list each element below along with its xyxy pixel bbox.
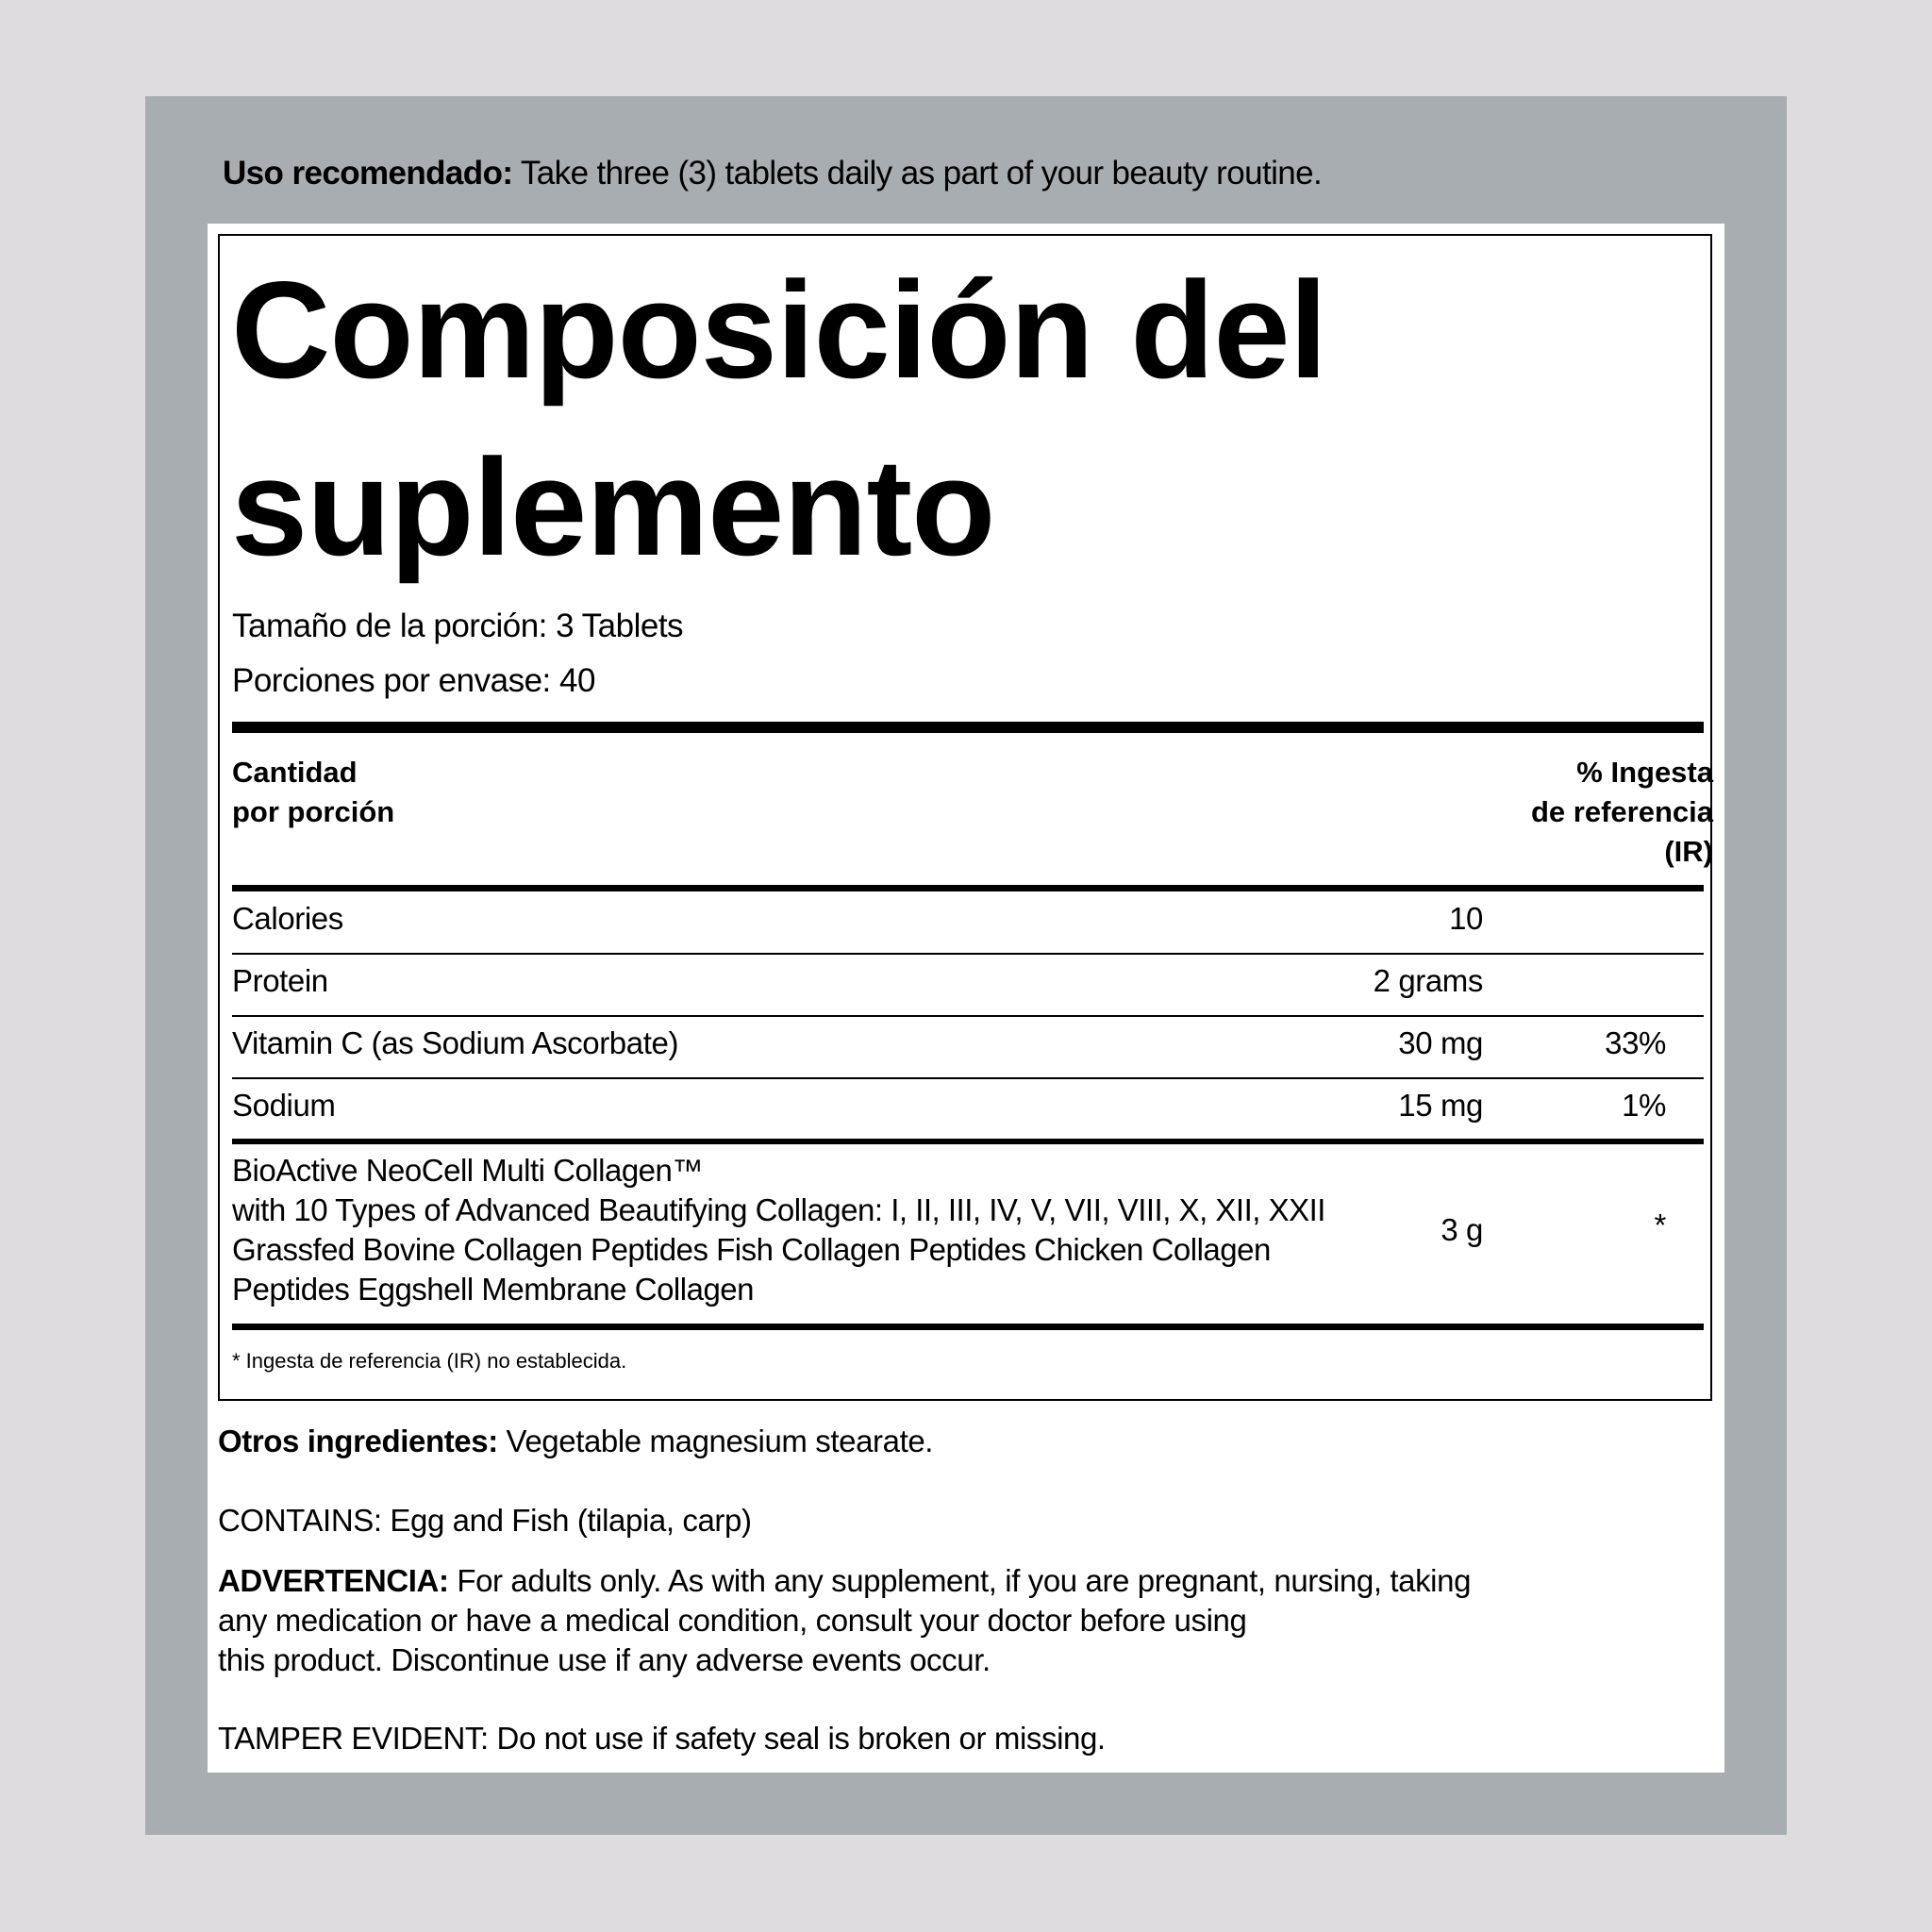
bottom-divider <box>232 1324 1704 1330</box>
warning-line-3: this product. Discontinue use if any adverse events occur. <box>218 1642 991 1677</box>
warning-line-2: any medication or have a medical condition, consult your doctor before using <box>218 1603 1247 1638</box>
reference-intake-header <box>1430 753 1713 872</box>
nutrient-name: Vitamin C (as Sodium Ascorbate) <box>232 1025 679 1060</box>
header-divider <box>232 885 1704 891</box>
nutrient-name: Calories <box>232 901 343 936</box>
recommended-use-label: Uso recomendado: <box>223 155 513 192</box>
title-line-2: suplemento <box>231 430 995 584</box>
row-divider <box>232 1015 1704 1017</box>
amount-header-line-2: por porción <box>232 795 395 828</box>
nutrient-amount: 2 grams <box>1373 963 1483 998</box>
collagen-line-4: Peptides Eggshell Membrane Collagen <box>232 1272 755 1307</box>
collagen-line-3: Grassfed Bovine Collagen Peptides Fish Collagen Peptides Chicken Collagen <box>232 1232 1271 1267</box>
warning-statement <box>218 1561 1471 1680</box>
nutrient-amount: 30 mg <box>1398 1025 1483 1060</box>
recommended-use-text: Take three (3) tablets daily as part of your beauty routine. <box>512 155 1323 192</box>
collagen-percent: * <box>1654 1208 1666 1242</box>
nutrient-amount: 10 <box>1449 901 1483 936</box>
nutrient-percent: 1% <box>1622 1088 1666 1123</box>
collagen-blend-name <box>232 1151 1325 1309</box>
supplement-facts-title <box>231 242 1646 596</box>
other-ingredients <box>218 1422 933 1461</box>
nutrient-name: Protein <box>232 963 328 998</box>
other-ingredients-text: Vegetable magnesium stearate. <box>497 1424 934 1458</box>
other-ingredients-label: Otros ingredientes: <box>218 1424 498 1458</box>
nutrient-amount: 15 mg <box>1398 1088 1483 1123</box>
thick-divider <box>232 722 1704 733</box>
row-divider <box>232 1077 1704 1079</box>
ri-header-line-3: (IR) <box>1664 835 1713 868</box>
collagen-line-2: with 10 Types of Advanced Beautifying Collagen: I, II, III, IV, V, VII, VIII, X, XII, XXII <box>232 1192 1325 1227</box>
ri-header-line-2: de referencia <box>1531 795 1713 828</box>
amount-per-serving-header <box>232 753 394 832</box>
ri-header-line-1: % Ingesta <box>1576 756 1713 789</box>
reference-intake-footnote: * Ingesta de referencia (IR) no establecida. <box>232 1349 627 1373</box>
warning-label: ADVERTENCIA: <box>218 1563 449 1598</box>
section-divider <box>232 1139 1704 1144</box>
row-divider <box>232 953 1704 955</box>
nutrient-name: Sodium <box>232 1088 336 1123</box>
servings-per-container: Porciones por envase: 40 <box>232 662 595 699</box>
warning-line-1: For adults only. As with any supplement, if you are pregnant, nursing, taking <box>448 1563 1472 1598</box>
collagen-amount: 3 g <box>1441 1212 1483 1247</box>
allergen-statement: CONTAINS: Egg and Fish (tilapia, carp) <box>218 1503 752 1538</box>
nutrient-percent: 33% <box>1605 1025 1666 1060</box>
collagen-line-1: BioActive NeoCell Multi Collagen™ <box>232 1153 703 1188</box>
supplement-facts-box <box>218 234 1712 1401</box>
recommended-use <box>223 155 1322 192</box>
title-line-1: Composición del <box>231 253 1327 407</box>
amount-header-line-1: Cantidad <box>232 756 358 789</box>
tamper-evident-statement: TAMPER EVIDENT: Do not use if safety seal is broken or missing. <box>218 1721 1106 1756</box>
serving-size: Tamaño de la porción: 3 Tablets <box>232 608 684 644</box>
